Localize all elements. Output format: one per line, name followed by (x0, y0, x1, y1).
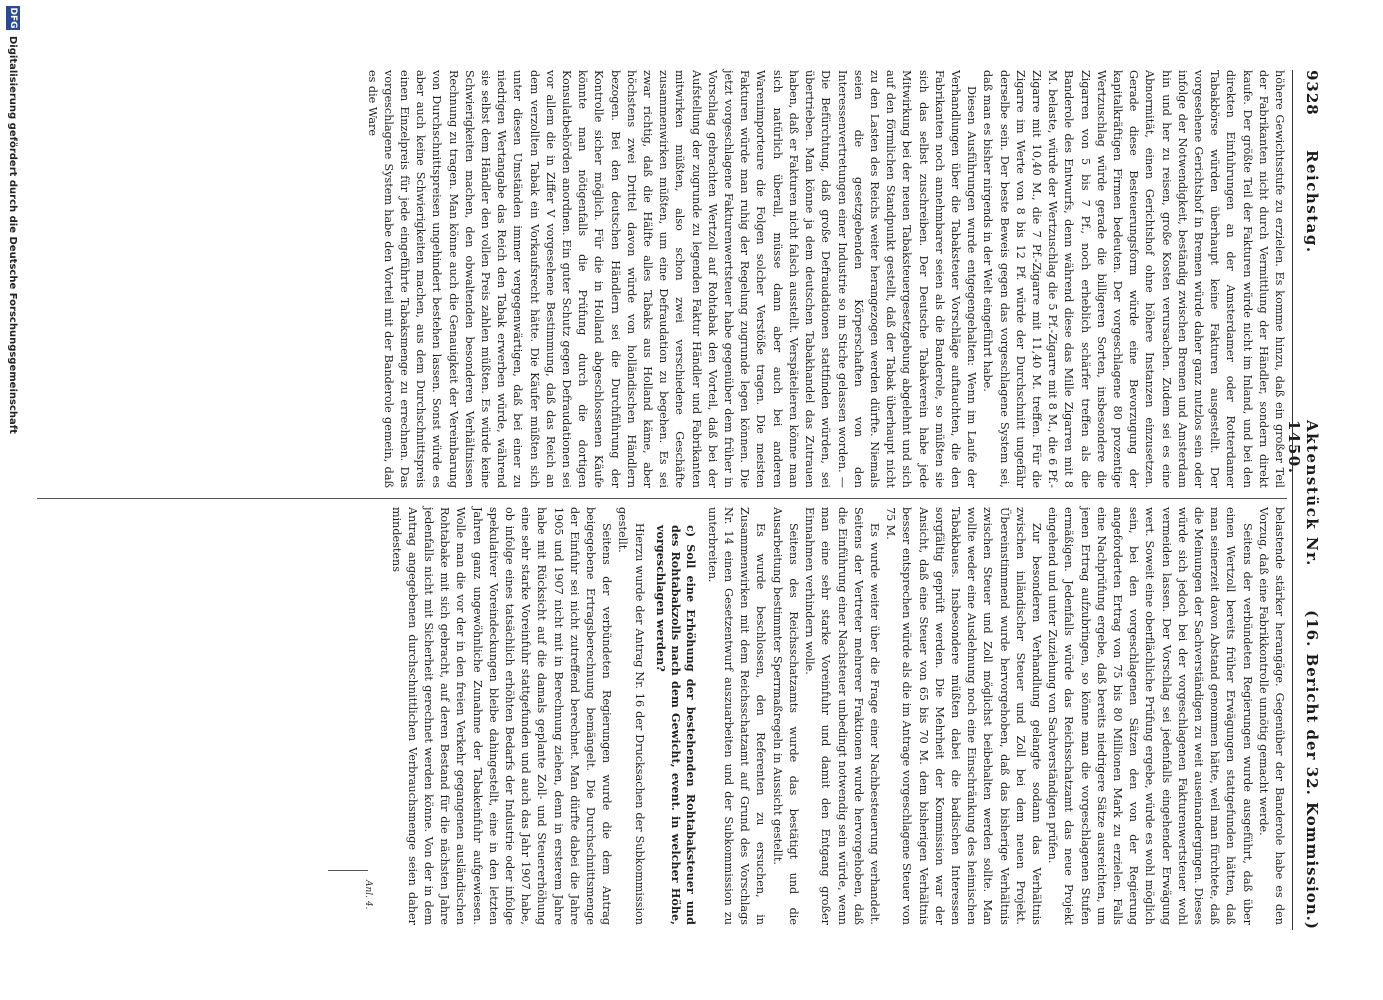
paragraph: Zur besonderen Verhandlung gelangte sodann das Verhältnis zwischen inländischer Steuer und Zoll bei dem neuen Projekt. Übereinstimmend wurde hervorgehoben, daß das bisherige Verhältnis zwischen Steuer und Zoll möglichst beibehalten werden sollte. Man wollte weder eine Ausdehnung noch eine Einschränkung des heimischen Tabakbaues. Insbesondere müßten dabei die badischen Interessen sorgfältig geprüft werden. Die Mehrheit der Kommission war der Ansicht, daß eine Steuer von 65 bis 70 M. dem bisherigen Verhältnis besser entsprechen würde als die im Antrage vorgeschlagene Steuer von 75 M. (884, 507, 1043, 925)
column-divider (37, 498, 1287, 499)
paragraph: Seitens der verbündeten Regierungen wurde die dem Antrag beigegebene Ertragsberechnung bemängelt. Die Durchschnittsmenge der Einfuhr sei nicht zutreffend berechnet. Man dürfte dabei die Jahre 1905 und 1907 nicht mit in Berechnung ziehen, denn in ersterem Jahre habe mit Rücksicht auf die damals geplante Zoll- und Steuererhöhung eine sehr starke Voreinfuhr stattgefunden und auch das Jahr 1907 habe, ob infolge eines tatsächlich erhöhten Bedarfs der Industrie oder infolge spekulativer Voreindeckungen bleibe dahingestellt, eine in den letzten Jahren ganz ungewöhnliche Zunahme der Tabakeinfuhr aufgewiesen. Wolle man die vor der in den freien Verkehr gegangenen ausländischen Rohtabake mit sich gebracht, auf deren Bestand für die nächsten Jahre jedenfalls nicht mit Sicherheit gerechnet werden könne. Von der in dem Antrag angegebenen durchschnittlichen Verbrauchsmenge seien daher mindestens (389, 507, 614, 925)
paragraph: höhere Gewichtsstufe zu erzielen. Es komme hinzu, daß ein großer Teil der Fabrikanten nicht durch Vermittlung der Händler, sondern direkt kaufe. Der größte Teil der Fakturen würde nicht im Inland, und bei den direkten Einfuhrungen an der Amsterdamer oder Rotterdamer Tabakbörse würden überhaupt keine Fakturen ausgestellt. Der vorgesehene Gerichtshof in Bremen würde daher ganz nutzlos sein oder infolge der Notwendigkeit, beständig zwischen Bremen und Amsterdam hin und her zu reisen, große Kosten verursachen. Zudem sei es eine Abnormität, einen Gerichtshof ohne höhere Instanzen einzusetzen. Gerade diese Besteuerungsform würde eine Bevorzugung der kapitalkräftigen Firmen bedeuten. Der vorgeschlagene 80 prozentige Wertzuschlag würde gerade die billigeren Sorten, insbesondere die Zigarren von 5 bis 7 Pf., noch erheblich schärfer treffen als die Banderole des Entwurfs, denn während diese das Mille Zigarren mit 8 M. belaste, würde der Wertzuschlag die 5 Pf.-Zigarre mit 8 M., die 6 Pf.-Zigarre mit 10,40 M., die 7 Pf.-Zigarre mit 11,40 M. treffen. Für die Zigarre im Werte von 8 bis 12 Pf. würde der Durchschnitt ungefähr derselbe sein. Der beste Beweis gegen das vorgeschlagene System sei, daß man es bisher nirgends in der Welt eingeführt habe. (981, 70, 1286, 488)
header-document-number: Aktenstück Nr. 1450. (1285, 420, 1321, 567)
paragraph: Seitens der verbündeten Regierungen wurde ausgeführt, daß über einen Wertzoll bereits früher Erwägungen stattgefunden hätten, daß man seinerzeit davon Abstand genommen hätte, weil man fürchtete, daß die Meinungen der Sachverständigen zu weit auseinandergingen. Dieses würde sich jedoch bei der vorgeschlagenen Fakturenwertsteuer wohl vermeiden lassen. Der Vorschlag sei jedenfalls eingehender Erwägung wert. Soweit eine oberflächliche Prüfung ergebe, würde es wohl möglich sein, bei den vorgeschlagenen Sätzen den von der Regierung angeforderten Ertrag von 75 bis 80 Millionen Mark zu erzielen. Falls eine Nachprüfung ergebe, daß bereits niedrigere Sätze ausreichten, um jenen Ertrag aufzubringen, so könne man die vorgeschlagenen Stufen ermäßigen. Jedenfalls würde das Reichsschatzamt das neue Projekt eingehend und unter Zuziehung von Sachverständigen prüfen. (1046, 507, 1254, 925)
page-header (1285, 70, 1321, 930)
paragraph: Es wurde beschlossen, den Referenten zu ersuchen, in Zusammenwirken mit dem Reichsschatzamt auf Grund des Vorschlags Nr. 14 einen Gesetzentwurf auszuarbeiten und der Subkommission zu unterbreiten. (705, 507, 768, 925)
paragraph: Es wurde weiter über die Frage einer Nachbesteuerung verhandelt. Seitens der Vertreter mehrerer Fraktionen wurde hervorgehoben, daß die Einführung einer Nachsteuer unbedingt notwendig sein würde, wenn man eine sehr starke Voreinfuhr und damit den Entgang großer Einnahmen verhindern wolle. (803, 507, 881, 925)
header-publication-title: Reichstag. (1303, 150, 1321, 254)
paragraph: belastende stärker herangäge. Gegenüber der Banderole habe es den Vorzug, daß eine Fabrikkontrolle unnötig gemacht werde. (1256, 507, 1286, 925)
header-rule (1292, 70, 1293, 930)
left-text-column (363, 70, 1287, 488)
paragraph: Diesen Ausführungen wurde entgegengehalten: Wenn im Laufe der Verhandlungen über die Tabaksteuer Vorschläge auftauchten, die den Fabrikanten noch annehmbarer seien als die Banderole, so müßten sie sich das selbst zuschreiben. Der Deutsche Tabakverein habe jede Mitwirkung bei der neuen Tabaksteuergesetzgebung abgelehnt und sich auf den förmlichen Standpunkt gestellt, daß der Tabak überhaupt nicht zu den Lasten des Reichs weiter herangezogen werden dürfte. Niemals seien die gesetzgebenden Körperschaften von den Interessenvertretungen einer Industrie so im Stiche gelassen worden. — Die Befürchtung, daß große Defraudationen stattfinden würden, sei übertrieben. Man könne ja dem deutschen Tabakhandel das Zutrauen haben, daß er Fakturen nicht falsch ausstellt. Verspätelieren könne man sich natürlich überall, müsse dann aber auch bei anderen Warenimporteure die Folgen solcher Verstöße tragen. Die meisten Fakturen würde man ruhig der Regelung zugrunde legen können. Die jetzt vorgeschlagene Fakturenwertsteuer habe gegenüber dem früher in Vorschlag gebrachten Wertzoll auf Rohtabak den Vorteil, daß bei der Aufstellung der zugrunde zu legenden Faktur Händler und Fabrikanten mitwirken müßten, also schon zwei verschiedene Geschäfte zusammenwirken müßten, um eine Defraudation zu begehen. Es sei zwar richtig, daß die Hälfte alles Tabaks aus Holland käme, aber höchstens zwei Drittel davon würde von holländischen Händlern bezogen. Bei den deutschen Händlern sei die Durchführung der Kontrolle sicher möglich. Für die in Holland abgeschlossenen Käufe könnte man nötigenfalls die Prüfung durch die dortigen Konsulatbehörden anordnen. Ein guter Schutz gegen Defraudationen sei vor allem die in Ziffer V vorgesehene Bestimmung, daß das Reich an dem verzollten Tabak ein Vorkaufsrecht hätte. Die Käufer müßten sich unter diesen Umständen immer vergegenwärtigen, daß bei einer zu niedrigen Wertangabe das Reich den Tabak erwerben würde, während sie selbst dem Händler den vollen Preis zahlen müßten. Es würde keine Schwierigkeiten machen, den obwaltenden besonderen Verhältnissen Rechnung zu tragen. Man könne auch die Genauigkeit der Vereinbarung von Durchschnittspreisen ungehindert bestehen lassen. Sonst würde es aber auch keine Schwierigkeiten machen, aus dem Durchschnittspreis einen Einzelpreis für jede eingeführte Tabaksmenge zu errechnen. Das vorgeschlagene System habe den Vorteil mit der Banderole gemein, daß es die Ware (365, 70, 979, 488)
page-number: 9328 (1303, 70, 1321, 116)
right-text-column (387, 507, 1287, 925)
paragraph: Seitens des Reichsschatzamts wurde das bestätigt und die Ausarbeitung bestimmter Sperrmaßregeln in Aussicht gestellt. (770, 507, 800, 925)
dfg-logo-icon: DFG (8, 7, 18, 29)
section-heading: c) Soll eine Erhöhung der bestehenden Rohtabaksteuer und des Rohtabakzolls nach dem Gewicht, event. in welcher Höhe, vorgeschlagen werden? (653, 525, 698, 925)
footer-credit-text: Digitalisierung gefördert durch die Deutsche Forschungsgemeinschaft (7, 36, 19, 434)
header-report-title: (16. Bericht der 32. Kommission.) (1303, 610, 1321, 930)
margin-note: Anl. 4. (363, 880, 373, 910)
paragraph: Hierzu wurde der Antrag Nr. 16 der Drucksachen der Subkommission gestellt. (616, 507, 646, 925)
digitization-footer (0, 0, 26, 1000)
margin-bracket (328, 870, 368, 881)
